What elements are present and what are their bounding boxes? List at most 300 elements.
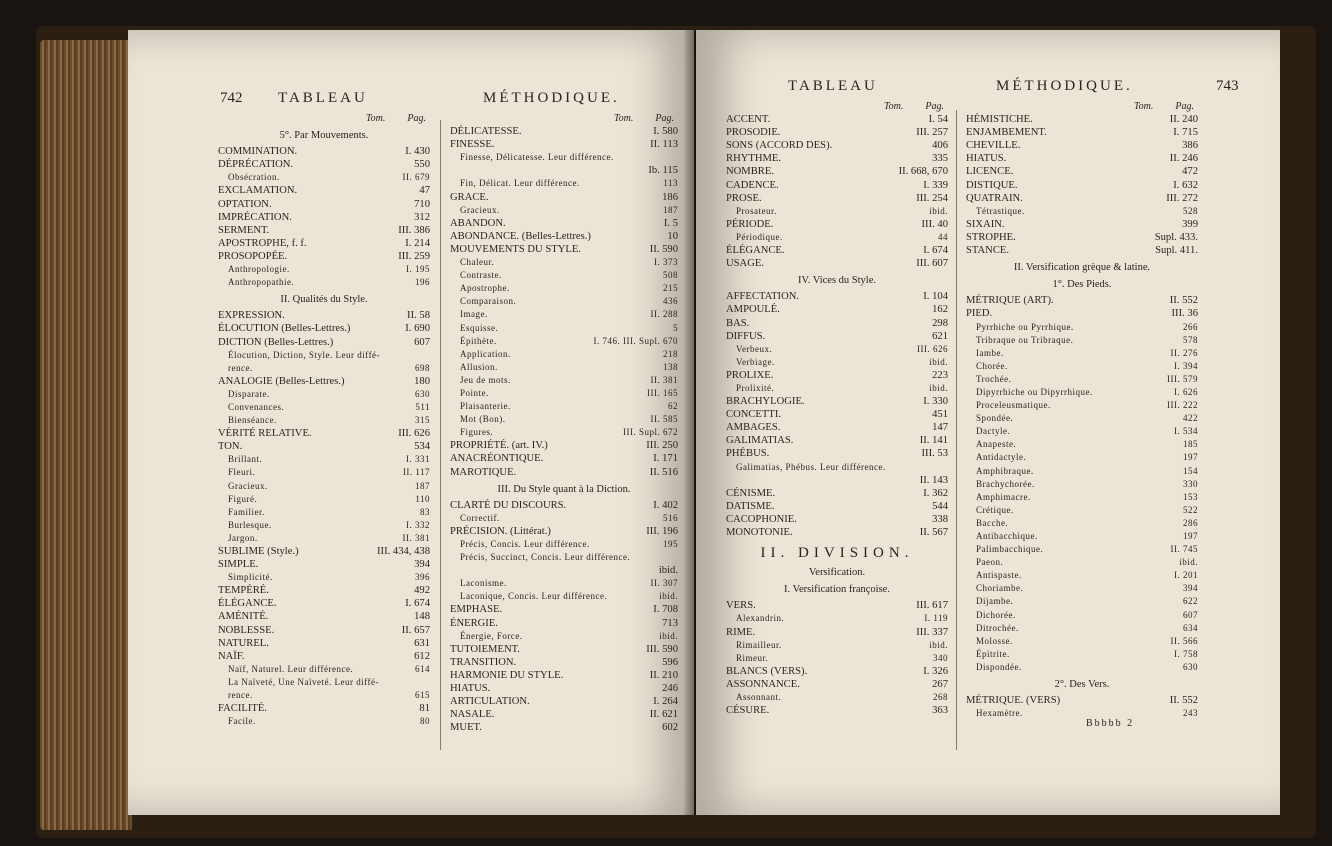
entry-term: NATUREL.: [218, 637, 269, 649]
index-entry: [726, 691, 948, 704]
entry-term: RIME.: [726, 626, 756, 638]
index-entry: [218, 453, 430, 466]
index-entry: [726, 244, 948, 257]
entry-term: Gracieux.: [228, 480, 268, 491]
entry-term: Élocution, Diction, Style. Leur diffé-: [228, 349, 381, 360]
tom-header: Tom.: [366, 113, 386, 124]
index-entry: [726, 599, 948, 612]
entry-term: Finesse, Délicatesse. Leur différence.: [460, 152, 614, 163]
index-entry: [450, 452, 678, 465]
entry-reference: 607: [414, 336, 430, 348]
section-heading: III. Du Style quant à la Diction.: [497, 483, 631, 495]
entry-term: Apostrophe.: [460, 283, 510, 294]
entry-term: Proceleusmatique.: [976, 400, 1051, 411]
entry-reference: I. 104: [923, 291, 948, 303]
entry-reference: 436: [663, 296, 678, 307]
entry-reference: ibid.: [929, 205, 948, 216]
entry-term: RHYTHME.: [726, 153, 782, 165]
entry-term: Épithète.: [460, 335, 497, 346]
index-entry: [966, 556, 1198, 569]
entry-term: SIMPLE.: [218, 559, 259, 571]
entry-term: Esquisse.: [460, 322, 499, 333]
index-entry: [726, 152, 948, 165]
entry-reference: III. 36: [1171, 308, 1198, 320]
index-entry: [218, 336, 430, 349]
entry-reference: ibid.: [659, 630, 678, 641]
index-entry: [218, 250, 430, 263]
entry-reference: II. 381: [402, 532, 430, 543]
entry-reference: 630: [415, 388, 430, 399]
index-entry: [726, 639, 948, 652]
entry-term: COMMINATION.: [218, 146, 298, 158]
entry-reference: 187: [663, 204, 678, 215]
index-entry: [218, 624, 430, 637]
entry-reference: I. 758: [1174, 648, 1198, 659]
column-header: [450, 112, 678, 125]
entry-term: PROSE.: [726, 192, 762, 204]
entry-term: Fin, Délicat. Leur différence.: [460, 178, 580, 189]
entry-reference: Ib. 115: [648, 165, 678, 177]
entry-term: HIATUS.: [966, 153, 1007, 165]
entry-term: NASALE.: [450, 709, 495, 721]
entry-term: Hexamètre.: [976, 708, 1023, 719]
entry-term: VERS.: [726, 600, 756, 612]
entry-reference: 451: [932, 409, 948, 421]
index-entry: [966, 152, 1198, 165]
entry-reference: 550: [414, 159, 430, 171]
entry-term: Application.: [460, 348, 511, 359]
entry-term: Burlesque.: [228, 519, 272, 530]
entry-term: Dipyrrhiche ou Dipyrrhique.: [976, 386, 1093, 397]
entry-term: Amphimacre.: [976, 491, 1031, 502]
entry-reference: 394: [1183, 583, 1198, 594]
entry-reference: 110: [415, 493, 430, 504]
tom-header: Tom.: [1134, 101, 1154, 112]
entry-term: AMBAGES.: [726, 422, 781, 434]
entry-reference: 615: [415, 690, 430, 701]
entry-term: AMÉNITÉ.: [218, 611, 269, 623]
index-entry: [218, 184, 430, 197]
entry-term: Allusion.: [460, 361, 498, 372]
entry-reference: I. 195: [406, 264, 430, 275]
index-entry: [966, 648, 1198, 661]
index-entry: [218, 702, 430, 715]
entry-term: STROPHE.: [966, 231, 1016, 243]
entry-reference: I. 339: [923, 179, 948, 191]
entry-term: TEMPÉRÉ.: [218, 585, 269, 597]
entry-reference: I. 626: [1174, 386, 1198, 397]
index-entry: [726, 500, 948, 513]
entry-term: Ditrochée.: [976, 622, 1019, 633]
entry-term: AFFECTATION.: [726, 291, 800, 303]
entry-term: SUBLIME (Style.): [218, 546, 299, 557]
entry-reference: 511: [415, 401, 430, 412]
entry-term: PROSOPOPÉE.: [218, 250, 288, 262]
entry-term: Tribraque ou Tribraque.: [976, 334, 1074, 345]
index-entry: [450, 269, 678, 282]
index-entry: [726, 330, 948, 343]
entry-reference: II. 621: [649, 709, 678, 721]
entry-term: Jeu de mots.: [460, 374, 511, 385]
entry-reference: III. 590: [646, 643, 678, 655]
entry-term: CONCETTI.: [726, 409, 782, 421]
index-entry: [218, 480, 430, 493]
entry-reference: I. 264: [653, 696, 678, 708]
entry-term: Chaleur.: [460, 257, 495, 268]
entry-reference: 338: [932, 513, 948, 525]
entry-reference: II. 657: [401, 624, 430, 636]
entry-reference: 614: [415, 663, 430, 674]
entry-reference: III. 626: [917, 343, 948, 354]
entry-reference: I. 332: [406, 519, 430, 530]
entry-reference: III. 165: [647, 387, 678, 398]
left-page-number: 742: [220, 90, 243, 106]
entry-term: DISTIQUE.: [966, 179, 1018, 191]
index-entry: [726, 513, 948, 526]
entry-term: Simplicité.: [228, 572, 273, 583]
entry-reference: 312: [414, 211, 430, 223]
entry-reference: II. 276: [1170, 347, 1198, 358]
index-entry: [726, 369, 948, 382]
index-entry: [218, 597, 430, 610]
entry-term: USAGE.: [726, 258, 764, 270]
section-heading: I. Versification françoise.: [784, 584, 890, 596]
entry-reference: 268: [933, 692, 948, 703]
entry-reference: 138: [663, 361, 678, 372]
entry-reference: II. 143: [919, 474, 948, 486]
entry-term: rence.: [228, 690, 253, 701]
entry-term: TUTOIEMENT.: [450, 643, 520, 655]
index-entry: [726, 395, 948, 408]
entry-reference: III. 579: [1167, 373, 1198, 384]
entry-reference: 340: [933, 652, 948, 663]
entry-reference: 154: [1183, 465, 1198, 476]
index-entry: [726, 474, 948, 487]
right-page-number: 743: [1216, 78, 1239, 94]
entry-reference: 534: [414, 441, 430, 453]
entry-term: ÉLOCUTION (Belles-Lettres.): [218, 323, 351, 335]
index-entry: [450, 282, 678, 295]
index-entry: [450, 243, 678, 256]
index-entry: [218, 388, 430, 401]
entry-reference: [672, 151, 678, 164]
index-entry: [726, 382, 948, 395]
entry-term: IMPRÉCATION.: [218, 211, 292, 223]
entry-term: Verbeux.: [736, 343, 773, 354]
entry-term: DIFFUS.: [726, 330, 766, 342]
index-entry: [450, 230, 678, 243]
entry-term: TON.: [218, 441, 243, 453]
entry-term: HÉMISTICHE.: [966, 114, 1033, 126]
entry-reference: 621: [932, 330, 948, 342]
entry-reference: 81: [419, 703, 430, 715]
entry-reference: 180: [414, 375, 430, 387]
entry-reference: II. 552: [1169, 295, 1198, 307]
entry-term: Familier.: [228, 506, 265, 517]
entry-reference: I. 119: [924, 613, 948, 624]
entry-reference: I. 394: [1174, 360, 1198, 371]
entry-term: Contraste.: [460, 270, 502, 281]
entry-reference: 630: [1183, 661, 1198, 672]
right-column-1: [726, 100, 948, 717]
index-entry: [450, 538, 678, 551]
index-entry: [726, 704, 948, 717]
index-entry: [966, 165, 1198, 178]
entry-reference: 148: [414, 611, 430, 623]
entry-reference: 698: [415, 362, 430, 373]
entry-reference: II. 288: [650, 309, 678, 320]
entry-reference: III. 222: [1167, 400, 1198, 411]
index-entry: [450, 138, 678, 151]
entry-reference: 578: [1183, 334, 1198, 345]
index-entry: [966, 113, 1198, 126]
entry-term: FACILITÉ.: [218, 703, 267, 715]
index-entry: [726, 343, 948, 356]
entry-term: Convenances.: [228, 401, 285, 412]
entry-term: Anthropopathie.: [228, 277, 295, 288]
index-entry: [966, 244, 1198, 257]
entry-term: BAS.: [726, 317, 750, 329]
index-entry: [218, 414, 430, 427]
entry-term: ASSONNANCE.: [726, 678, 800, 690]
index-entry: [450, 551, 678, 564]
entry-reference: III. 272: [1166, 192, 1198, 204]
index-entry: [450, 564, 678, 577]
index-entry: [966, 694, 1198, 707]
entry-reference: 267: [932, 678, 948, 690]
entry-term: GALIMATIAS.: [726, 435, 794, 447]
entry-term: STANCE.: [966, 245, 1010, 257]
entry-reference: 266: [1183, 321, 1198, 332]
entry-term: ANALOGIE (Belles-Lettres.): [218, 375, 345, 387]
index-entry: [218, 663, 430, 676]
entry-term: Alexandrin.: [736, 613, 785, 624]
entry-reference: I. 430: [405, 146, 430, 158]
entry-reference: II. 585: [650, 414, 678, 425]
index-entry: [218, 676, 430, 689]
entry-reference: 596: [662, 656, 678, 668]
index-entry: [450, 125, 678, 138]
index-entry: [450, 466, 678, 479]
entry-term: Fleuri.: [228, 467, 256, 478]
entry-reference: 10: [667, 230, 678, 242]
index-entry: [450, 708, 678, 721]
index-entry: [218, 637, 430, 650]
entry-term: PÉRIODE.: [726, 218, 774, 230]
entry-term: DATISME.: [726, 500, 775, 512]
entry-term: CACOPHONIE.: [726, 513, 797, 525]
entry-reference: 80: [420, 716, 430, 727]
entry-term: NAÏF.: [218, 650, 245, 662]
entry-term: Prosateur.: [736, 205, 777, 216]
entry-reference: I. 171: [653, 453, 678, 465]
entry-reference: I. 362: [923, 487, 948, 499]
entry-term: Dichorée.: [976, 609, 1016, 620]
section-heading: 5°. Par Mouvements.: [279, 130, 369, 142]
entry-term: DÉLICATESSE.: [450, 126, 522, 138]
entry-term: Dactyle.: [976, 426, 1011, 437]
index-entry: [450, 361, 678, 374]
index-entry: [726, 526, 948, 539]
index-entry: [966, 231, 1198, 244]
entry-term: SIXAIN.: [966, 218, 1005, 230]
index-entry: [218, 401, 430, 414]
entry-reference: I. 746. III. Supl. 670: [593, 335, 678, 346]
index-entry: [966, 517, 1198, 530]
entry-reference: 113: [663, 178, 678, 189]
entry-term: NOMBRE.: [726, 166, 774, 178]
index-entry: [450, 630, 678, 643]
entry-reference: 607: [1183, 609, 1198, 620]
right-column-2: [966, 100, 1198, 720]
index-entry: [450, 256, 678, 269]
index-entry: [218, 145, 430, 158]
entry-term: Crétique.: [976, 504, 1014, 515]
entry-reference: ibid.: [1179, 557, 1198, 568]
entry-term: OPTATION.: [218, 198, 272, 210]
index-entry: [450, 603, 678, 616]
index-entry: [966, 569, 1198, 582]
entry-term: APOSTROPHE, f. f.: [218, 237, 307, 249]
entry-term: Trochée.: [976, 373, 1012, 384]
entry-reference: I. 690: [405, 323, 430, 335]
entry-reference: II. 113: [650, 139, 678, 151]
entry-reference: 162: [932, 304, 948, 316]
index-entry: [450, 217, 678, 230]
entry-term: QUATRAIN.: [966, 192, 1023, 204]
entry-term: Dispondée.: [976, 661, 1022, 672]
entry-reference: II. 567: [919, 527, 948, 538]
entry-term: Iambe.: [976, 347, 1004, 358]
index-entry: [450, 151, 678, 164]
entry-term: Brillant.: [228, 454, 263, 465]
entry-term: Prolixité.: [736, 382, 775, 393]
index-entry: [966, 321, 1198, 334]
entry-reference: III. 254: [916, 192, 948, 204]
entry-reference: II. 381: [650, 374, 678, 385]
index-entry: [966, 438, 1198, 451]
index-entry: [726, 461, 948, 474]
entry-term: MONOTONIE.: [726, 527, 793, 538]
entry-term: ABANDON.: [450, 217, 506, 229]
index-entry: [450, 643, 678, 656]
index-entry: [218, 427, 430, 440]
index-entry: [966, 399, 1198, 412]
entry-reference: [672, 551, 678, 564]
entry-reference: 406: [932, 140, 948, 152]
entry-reference: I. 534: [1174, 426, 1198, 437]
section-heading: 1°. Des Pieds.: [1052, 279, 1112, 291]
entry-reference: II. 307: [650, 578, 678, 589]
entry-term: La Naïveté, Une Naïveté. Leur diffé-: [228, 676, 380, 687]
entry-term: Épitrite.: [976, 648, 1010, 659]
entry-term: CHEVILLE.: [966, 140, 1021, 152]
entry-term: Paeon.: [976, 557, 1004, 568]
entry-term: Bacche.: [976, 517, 1009, 528]
index-entry: [450, 164, 678, 177]
entry-term: Rimailleur.: [736, 639, 782, 650]
index-entry: [450, 191, 678, 204]
entry-term: ARTICULATION.: [450, 696, 530, 708]
entry-term: ABONDANCE. (Belles-Lettres.): [450, 230, 591, 242]
entry-reference: 508: [663, 270, 678, 281]
index-entry: [726, 434, 948, 447]
entry-reference: 396: [415, 572, 430, 583]
entry-term: Correctif.: [460, 512, 500, 523]
entry-term: Laconique, Concis. Leur différence.: [460, 591, 608, 602]
index-entry: [966, 179, 1198, 192]
index-entry: [966, 334, 1198, 347]
division-heading: II. DIVISION.: [760, 545, 914, 562]
index-entry: [218, 493, 430, 506]
column-rule: [956, 110, 957, 750]
index-entry: [218, 558, 430, 571]
entry-term: TRANSITION.: [450, 656, 517, 668]
index-entry: [966, 530, 1198, 543]
entry-term: DICTION (Belles-Lettres.): [218, 336, 334, 348]
index-entry: [966, 412, 1198, 425]
entry-reference: 634: [1183, 622, 1198, 633]
index-entry: [218, 263, 430, 276]
section-heading: II. Versification grèque & latine.: [1013, 262, 1151, 274]
entry-reference: 472: [1182, 166, 1198, 178]
index-entry: [218, 158, 430, 171]
entry-reference: 147: [932, 422, 948, 434]
entry-reference: II. 552: [1169, 695, 1198, 707]
entry-reference: III. 257: [916, 127, 948, 139]
index-entry: [450, 335, 678, 348]
entry-term: MUET.: [450, 722, 482, 734]
index-entry: [726, 303, 948, 316]
index-entry: [726, 626, 948, 639]
index-entry: [450, 348, 678, 361]
index-entry: [726, 165, 948, 178]
entry-reference: ibid.: [929, 639, 948, 650]
entry-reference: 386: [1182, 140, 1198, 152]
entry-term: Spondée.: [976, 413, 1014, 424]
entry-reference: ibid.: [659, 591, 678, 602]
entry-term: LICENCE.: [966, 166, 1014, 178]
entry-term: Jargon.: [228, 532, 258, 543]
section-heading: IV. Vices du Style.: [797, 275, 877, 287]
index-entry: [726, 487, 948, 500]
entry-reference: 5: [673, 322, 678, 333]
index-entry: [726, 257, 948, 270]
section-heading: II. Qualités du Style.: [280, 294, 368, 306]
entry-reference: I. 330: [923, 396, 948, 408]
entry-term: PROSODIE.: [726, 127, 781, 139]
entry-reference: 218: [663, 348, 678, 359]
entry-reference: II. 516: [649, 466, 678, 478]
left-running-head-right: MÉTHODIQUE.: [483, 90, 620, 106]
index-entry: [726, 612, 948, 625]
entry-term: MÉTRIQUE. (VERS): [966, 695, 1061, 707]
index-entry: [966, 582, 1198, 595]
entry-term: Anapeste.: [976, 439, 1017, 450]
index-entry: [966, 622, 1198, 635]
entry-reference: III. 607: [916, 258, 948, 270]
pag-header: Pag.: [925, 101, 944, 112]
index-entry: [726, 317, 948, 330]
entry-reference: III. 250: [646, 440, 678, 452]
entry-term: rence.: [228, 362, 253, 373]
entry-reference: III. 337: [916, 626, 948, 638]
entry-reference: Supl. 433.: [1154, 231, 1198, 243]
index-entry: [450, 400, 678, 413]
entry-term: ÉLÉGANCE.: [218, 598, 277, 610]
entry-term: Amphibraque.: [976, 465, 1034, 476]
entry-reference: 196: [415, 277, 430, 288]
